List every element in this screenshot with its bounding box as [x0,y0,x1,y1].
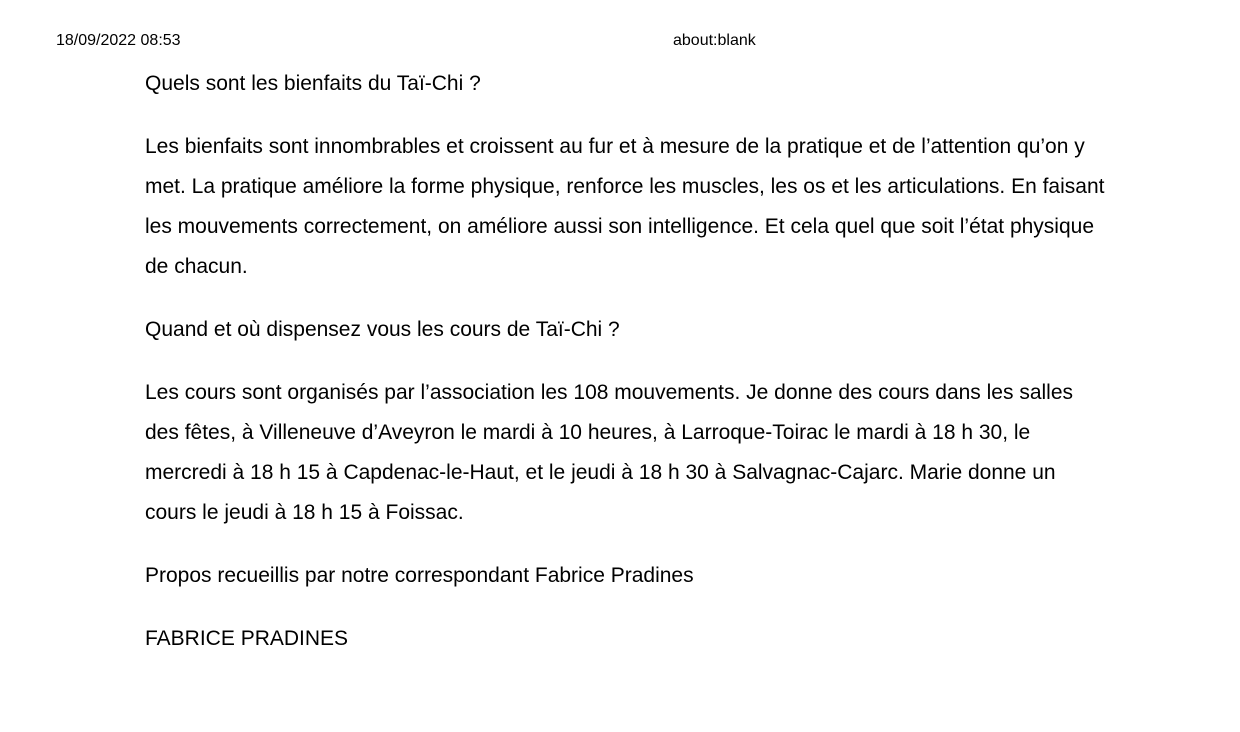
credit-line: Propos recueillis par notre correspondant Fabrice Pradines [145,564,694,587]
question-heading-classes: Quand et où dispensez vous les cours de Taï-Chi ? [145,318,620,341]
answer-paragraph-classes: Les cours sont organisés par l’association les 108 mouvements. Je donne des cours dans les salles des fêtes, à Villeneuve d’Aveyron le mardi à 10 heures, à Larroque-Toirac le mardi à 18 h 30, le mercredi à 18 h 15 à Capdenac-le-Haut, et le jeudi à 18 h 30 à Salvagnac-Cajarc. Marie donne un cours le jeudi à 18 h 15 à Foissac. [145,381,1074,524]
print-url: about:blank [673,32,756,49]
question-heading-benefits: Quels sont les bienfaits du Taï-Chi ? [145,72,481,95]
print-header [0,31,1240,51]
author-name: FABRICE PRADINES [145,627,349,650]
article-body [145,64,1105,659]
answer-paragraph-benefits: Les bienfaits sont innombrables et croissent au fur et à mesure de la pratique et de l’attention qu’on y met. La pratique améliore la forme physique, renforce les muscles, les os et les articulations. En faisant les mouvements correctement, on améliore aussi son intelligence. Et cela quel que soit l’état physique de chacun. [145,135,1105,278]
print-datetime: 18/09/2022 08:53 [56,32,181,49]
